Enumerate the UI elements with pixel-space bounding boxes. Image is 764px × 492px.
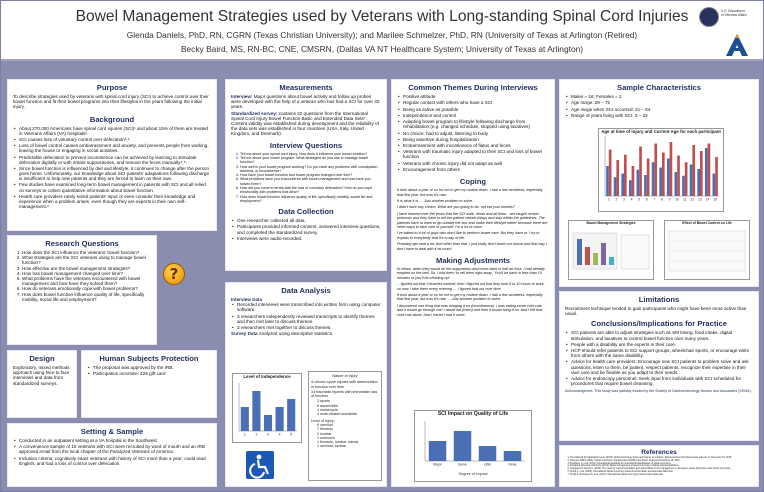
interview-questions-heading: Interview Questions xyxy=(269,140,343,150)
list-item: 3. Kirshblum S, et al. (2011). International standards for neurological classification of spinal cord injury. xyxy=(570,463,754,466)
va-seal-icon xyxy=(699,7,719,27)
quote: In rehab, when they would do the suppository and come back in half an hour, I had already emptied on the bed. So, I told them 'to tell them right away.' You'll be back in less than 10 minutes or you'll be cleaning up! xyxy=(397,266,545,280)
purpose-text: To describe strategies used by veterans with spinal cord injury (SCI) to achieve control over their bowel function and fit their bowel programs into their lifestyles in the years following the initial injury. xyxy=(13,94,209,110)
bar xyxy=(700,151,703,196)
panel-setting-sample xyxy=(7,423,217,487)
list-item: • Regular contact with others who have a SCI xyxy=(398,100,549,105)
bar xyxy=(692,145,695,196)
bar xyxy=(677,156,680,197)
bar xyxy=(644,175,647,196)
list-item: • The proposal was approved by the IRB. xyxy=(88,365,211,370)
list-item: 2. What strategies are the SCI veterans using to manage bowel function? xyxy=(22,255,151,265)
quote: I have learned over the years that the SCI walk, rehab and all them…are taught certain protocols and they have to tell the patient certain things and stay within the guidelines. The patients have to learn to go outside the box and make their lifestyle better because there are other ways to take care of yourself. I'm a lot of voice. xyxy=(397,211,548,229)
list-item: 7. How does bowel function influence quality of life, specifically mobility, social life and employment? xyxy=(240,195,381,204)
bar xyxy=(252,391,260,431)
data-collection-heading: Data Collection xyxy=(278,207,334,217)
list-item: • Predictable defecation to prevent incontinence can be achieved by learning to stimulate defecation digitally or with irritant suppositories, and remove the feces manually⁴,⁵. xyxy=(14,155,211,165)
poster-title: Bowel Management Strategies used by Veterans with Long-standing Spinal Cord Injuries xyxy=(75,8,689,25)
list-item: • Independence and control xyxy=(398,113,549,118)
tick-label: Major xyxy=(433,462,442,467)
human-subjects-heading: Human Subjects Protection xyxy=(99,354,199,363)
purpose-heading: Purpose xyxy=(96,83,128,92)
injury-line: 6 cervical xyxy=(317,422,333,427)
list-item: • Recorded interviews were transcribed into written form using computer software. xyxy=(232,302,381,312)
sample-heading: Sample Characteristics xyxy=(617,83,701,92)
bar xyxy=(454,431,472,461)
tick-label: 1 xyxy=(607,197,610,202)
injury-line: 4 chronic spine injuries with deterioration in function over time xyxy=(311,380,378,389)
interview-text: Major questions about bowel activity and follow up probes were developed with the help of a veteran who has had a SCI for over 40 years. xyxy=(231,94,380,110)
panel-data-analysis xyxy=(225,282,387,487)
panel-design xyxy=(7,350,77,418)
poster xyxy=(1,1,763,491)
list-item: 4. How have your bowel function and bowel program changed over time? xyxy=(240,173,381,177)
list-item: • SCI causes loss of voluntary control over defecation³,⁴. xyxy=(14,137,211,142)
list-item: • Veterans with traumatic injury adapted to their SCI and loss of bowel function xyxy=(398,149,549,159)
quality-of-life-chart xyxy=(414,410,532,482)
coping-quotes xyxy=(392,188,554,251)
age-chart xyxy=(598,128,724,212)
setting-list xyxy=(8,438,216,466)
list-item: 7. Krogh K, Emmanuel A, et al. (2017). International spinal cord injury bowel function data sets. xyxy=(570,474,754,477)
injury-line: 4 work-related accidents xyxy=(317,412,357,417)
quality-of-life-chart-svg xyxy=(415,417,531,473)
list-item: • Advice for health care providers: Encourage new SCI patients to problem solve and ask questions, listen to them, be patient, respect patients, recognize their expertise in their own care and be flexible as you adapt to their needs. xyxy=(566,359,753,374)
panel-human-subjects xyxy=(81,350,217,418)
tick-label: 2 xyxy=(615,197,618,202)
question-mark-icon: ? xyxy=(163,263,185,285)
coping-heading: Coping xyxy=(459,177,487,187)
injury-box-title: Nature of Injury xyxy=(332,374,358,378)
chart-title: SCI Impact on Quality of Life xyxy=(437,411,509,417)
list-item: • Range of years living with SCI: 3 – 33 xyxy=(566,113,753,118)
bar xyxy=(682,176,685,196)
poster-header xyxy=(1,1,763,61)
bar xyxy=(632,166,635,196)
tick-label: 5 xyxy=(290,432,293,437)
design-text: Exploratory, mixed methods approach using face to face interviews and data from standardized surveys. xyxy=(13,365,70,386)
bar xyxy=(708,144,711,197)
quote: I didn't have any choice. What are you going to do, not eat your bowels? xyxy=(397,205,515,210)
bowel-strategies-graphic xyxy=(569,225,653,275)
survey-text: contains 32 questions from the International Spinal Cord Injury Bowel Function Basic and Extended Data Sets⁷. Content validity was established during development and the reliability of the data sets was established in four countries (USA, Italy, United Kingdom, and Denmark). xyxy=(231,110,379,137)
injury-box xyxy=(308,371,382,481)
injury-line: 1 unknown xyxy=(317,435,335,440)
injury-line: 7 thoracic xyxy=(317,427,333,432)
quote: Probably get mad a lot. And other than that, I just really don't leave our house and that way I don't have to deal with it as much. xyxy=(397,242,548,251)
data-analysis-heading: Data Analysis xyxy=(281,286,331,295)
list-item: • Health care providers rarely solicit patients' input or even consider their knowledge and experience when a problem arises, even though they are experts in their own self-management.⁶ xyxy=(14,194,211,209)
bar xyxy=(675,172,678,196)
list-item: • Participation incentive: £25 gift card xyxy=(88,371,211,376)
list-item: 7. How does bowel function influence quality of life, specifically mobility, social life and employment? xyxy=(22,292,151,302)
references-list xyxy=(560,456,758,477)
list-item: • Age range: 29 – 72 xyxy=(566,100,753,105)
list-item: • Adapting bowel program to lifestyle following discharge from rehabilitation (e.g. changed schedule, stopped using laxatives) xyxy=(398,119,549,129)
bowel-strategies-chart xyxy=(568,220,654,280)
tick-label: 10 xyxy=(675,197,680,202)
bar xyxy=(662,153,665,197)
bar xyxy=(715,157,718,196)
list-item: • SCI patients are able to adjust strategies such as SM timing, food intake, digital stimulation, and laxatives to control bowel function over many years. xyxy=(566,330,753,340)
bar xyxy=(241,407,249,431)
mini-chart-title: Bowel Management Strategies xyxy=(586,221,636,225)
tick-label: 2 xyxy=(255,432,258,437)
quote: I've talked to a lot of guys who don't like to perform bowel care. But they have to. I try to explain to everybody that it's a way of life. xyxy=(397,231,540,240)
bar xyxy=(621,174,624,197)
survey-data-label: Survey Data xyxy=(231,331,258,337)
quote: …figured out that 3 teaches worked, then I figured out that they took 8 to 10 hours to work, so now I take them every evening … I figured that out over time. xyxy=(397,282,545,291)
list-item: 4. How has bowel management changed over time? xyxy=(22,271,151,276)
bar xyxy=(670,142,673,196)
list-item: • Veterans with chronic injury did not adapt as well xyxy=(398,161,549,166)
authors-line-2: Becky Baird, MS, RN-BC, CNE, CMSRN, (Dallas VA NT Healthcare System; University of Texas at Arlington) xyxy=(180,44,584,54)
bar xyxy=(697,169,700,196)
bar xyxy=(654,144,657,197)
references-heading: References xyxy=(641,449,677,456)
acknowledgment: Acknowledgment: This study was partially funded by the Society of Gastroenterology Nurses and Associates (SGNA). xyxy=(565,389,752,394)
limitations-text: Recruitment technique tended to gain participants who might have been more active than usual. xyxy=(565,306,747,317)
tick-label: None xyxy=(508,462,517,467)
independence-chart xyxy=(232,373,302,443)
list-item: 1. How does the SCI influence the veterans' bowel function? xyxy=(22,250,151,255)
injury-line: 14 traumatic injuries with immediate loss of function xyxy=(311,389,378,399)
injury-line: 3 sports xyxy=(317,399,331,404)
panel-references xyxy=(559,445,759,487)
survey-data-text: Analyzed using descriptive statistics. xyxy=(258,331,334,337)
research-questions-list xyxy=(8,248,156,302)
bar xyxy=(624,155,627,196)
bar xyxy=(690,165,693,197)
bar xyxy=(504,451,522,461)
list-item: 5. What problems have you encountered with bowel management and how have you solved them? xyxy=(240,177,381,186)
tick-label: Little xyxy=(483,462,492,467)
va-logo xyxy=(699,7,747,29)
bar xyxy=(713,174,716,197)
tick-label: 5 xyxy=(638,197,641,202)
measurements-heading: Measurements xyxy=(279,83,333,92)
themes-heading: Common Themes During Interviews xyxy=(408,83,538,92)
tick-label: 13 xyxy=(698,197,702,202)
tick-label: 7 xyxy=(653,197,656,202)
bar xyxy=(659,168,662,197)
quote: It took about a year or so for me to get my routine down. I had a few accidents, especially that first year, but now it's rare … Just another problem to solve. xyxy=(397,293,543,302)
bar xyxy=(652,162,655,196)
panel-limitations-conclusions xyxy=(559,291,759,441)
list-item: 1. Tell me about your spinal cord injury. How does it influence your bowel function? xyxy=(240,152,381,156)
quote: I discovered one thing that was bringing it on (incontinence). I was eating some cold cuts, and it would go through me! I would eat [them] and then it would bring it on. And I left that cold cuts alone. And I haven't had it since. xyxy=(397,303,543,317)
tick-label: 15 xyxy=(713,197,718,202)
data-collection-list xyxy=(226,218,386,241)
list-item: 6. How do veterans emotionally cope with bowel problems? xyxy=(22,286,151,291)
bowel-control-chart xyxy=(664,220,750,280)
sample-list xyxy=(560,94,758,118)
panel-themes xyxy=(391,79,555,487)
bar xyxy=(639,147,642,197)
tick-label: 1 xyxy=(243,432,246,437)
mini-chart-title: Effect of Bowel Control on Life xyxy=(682,221,732,225)
list-item: • Males = 16; Females = 2 xyxy=(566,94,753,99)
tick-label: 4 xyxy=(630,197,633,202)
tick-label: 4 xyxy=(278,432,281,437)
list-item: • Being assertive during hospitalization xyxy=(398,137,549,142)
quote: It took about a year or so for me to get my routine down. I had a few accidents, especially that first year, but now it's rare. xyxy=(397,188,543,197)
list-item: • Inclusion criteria: cognitively intact veterans with history of SCI more than a year; could read English, and had a loss of control over defecation. xyxy=(14,456,211,466)
background-heading: Background xyxy=(89,114,135,124)
list-item: • Encouragement from others xyxy=(398,167,549,172)
list-item: 1. The National SCI Statistical Center (2015). Spinal Cord Injury Facts and Figures at a Glance. Retrieved from http://www.nscisc.uab.edu on November 15, 2015. xyxy=(570,457,754,460)
va-logo-text: U.S. Department of Veterans Affairs xyxy=(721,9,747,17)
bar xyxy=(637,170,640,196)
data-analysis-list xyxy=(226,302,386,330)
tick-label: 8 xyxy=(661,197,663,202)
making-adjustments-heading: Making Adjustments xyxy=(436,255,510,265)
list-item: • Since bowel function is influenced by diet and lifestyle, it continues to change after the person goes home. Unfortunately, our knowledge about SCI patients' adaptations following discharge is insufficient to help new patients and they are forced to learn on their own. xyxy=(14,166,211,181)
list-item: 3. How well is your bowel program working? Do you have any problems with constipation, diarrhea, or incontinence? xyxy=(240,165,381,174)
tick-label: 9 xyxy=(668,197,671,202)
bar xyxy=(479,446,497,461)
bar xyxy=(609,150,612,197)
bar xyxy=(667,159,670,197)
conclusions-heading: Conclusions/Implications for Practice xyxy=(591,319,727,329)
injury-line: 2 lumbar xyxy=(317,431,332,436)
bar xyxy=(264,415,272,431)
list-item: • About 270,000 Americans have spinal cord injuries (SCI)¹ and about 15% of them are treated in Veterans Affairs (VA) hospitals². xyxy=(14,126,211,136)
panel-purpose-background xyxy=(7,79,217,231)
themes-list xyxy=(392,94,554,172)
list-item: • Advice for endoscopy personnel: Seek input from individuals with SCI scheduled for procedures that require bowel cleansing. xyxy=(566,376,753,386)
tick-label: 3 xyxy=(267,432,269,437)
bar xyxy=(685,162,688,196)
interview-questions-list xyxy=(226,150,386,204)
list-item: • Participants provided informed consent, answered interview questions, and completed the standardized survey. xyxy=(232,224,381,234)
injury-line: 1 thoracic, lumbar, sacral xyxy=(317,440,358,445)
adjustments-quotes xyxy=(392,267,554,317)
panel-research-questions xyxy=(7,235,157,345)
research-questions-heading: Research Questions xyxy=(45,239,119,248)
human-subjects-list xyxy=(82,365,216,376)
list-item: • Loss of bowel control causes embarrassment and anxiety, and prevents people from working, leaving the house or engaging in social activities. xyxy=(14,143,211,153)
measurements-text-2 xyxy=(226,111,386,137)
list-item: 6. Krogh K, et al. (2009). International Spinal Cord Injury Bowel Function Basic and Extended Data Sets. xyxy=(570,471,754,474)
tick-label: 14 xyxy=(705,197,710,202)
tick-label: Some xyxy=(458,462,467,467)
measurements-text-1 xyxy=(226,94,386,110)
injury-line: 1 motorcycle xyxy=(317,408,338,413)
age-chart-svg xyxy=(599,134,723,204)
bar xyxy=(287,399,295,431)
panel-sample-characteristics xyxy=(559,79,759,287)
list-item: 6. How did you come to terms with the loss of voluntary defecation? How do you cope emotionally with problems that arise? xyxy=(240,186,381,195)
bar xyxy=(606,166,609,196)
list-item: • Conducted in an outpatient setting at a VA hospital in the Southwest xyxy=(14,438,211,443)
survey-label: Standardized survey: xyxy=(231,110,278,116)
list-item: 2. Tell me about your bowel program. What strategies do you use to manage bowel function? xyxy=(240,156,381,165)
list-item: • Embarrassment with incontinence of flatus and feces xyxy=(398,143,549,148)
independence-chart-svg xyxy=(233,379,301,439)
list-item: • Age range when SCI occurred: 21 – 64 xyxy=(566,107,753,112)
injury-line: Level of injury: xyxy=(311,418,335,423)
list-item: • HCP should refer patients to SCI support groups, wheelchair sports, or encourage visits from others with the same disability. xyxy=(566,348,753,358)
bar xyxy=(629,180,632,196)
list-item: 2. Veterans Affairs (2011). Spinal Cord Injury and Disorders (SCI/D) Fact Sheet. Retrieved November 15, 2015. xyxy=(570,460,754,463)
bar xyxy=(616,160,619,196)
injury-line: 1 cervical, lumbar xyxy=(317,444,346,449)
chart-title: Age at time of injury and Current Age for each participant xyxy=(601,129,721,134)
bar xyxy=(429,441,447,461)
bar xyxy=(614,177,617,196)
list-item: 5. Coggrave M, Norton C. (2010). The need for manual evacuation and oral laxatives in the management of neurogenic bowel dysfunction after spinal cord injury. xyxy=(570,468,754,471)
list-item: • Being as active as possible xyxy=(398,107,549,112)
interview-data-subheading: Interview Data xyxy=(231,297,263,302)
tick-label: 3 xyxy=(623,197,625,202)
tick-label: 12 xyxy=(690,197,695,202)
authors-line-1: Glenda Daniels, PhD, RN, CGRN (Texas Christian University); and Marilee Schmelzer, PhD, RN (University of Texas at Arlington (Retired) xyxy=(126,30,638,40)
chart-xlabel: Degree of Impact xyxy=(458,472,488,476)
panel-measurements xyxy=(225,79,387,271)
tick-label: 6 xyxy=(645,197,648,202)
list-item: • 3 researchers met together to discuss themes. xyxy=(232,325,381,330)
list-item: • Few studies have examined long-term bowel management in patients with SCI and all relied on surveys to collect quantitative information about bowel function. xyxy=(14,182,211,192)
list-item: • People with a disability are the experts in their care. xyxy=(566,342,753,347)
background-list xyxy=(8,126,216,210)
design-heading: Design xyxy=(29,354,55,363)
list-item: 3. How effective are the bowel management strategies? xyxy=(22,266,151,271)
conclusions-list xyxy=(560,330,758,386)
list-item: 4. Paralyzed Veterans of America (2013). Bowel management in spinal cord injury. Clinical practice guidelines. xyxy=(570,465,754,468)
uta-logo-icon xyxy=(725,33,749,57)
wheelchair-icon xyxy=(246,451,274,479)
quote: It is what it is … Just another problem to solve. xyxy=(397,198,474,203)
bowel-control-graphic xyxy=(665,225,749,275)
bar xyxy=(705,148,708,196)
list-item: 5. What problems have the veterans encountered with bowel management and how have they solved them? xyxy=(22,276,151,286)
survey-data-line xyxy=(226,331,386,336)
bar xyxy=(647,159,650,197)
bar xyxy=(276,407,284,431)
tick-label: 11 xyxy=(683,197,687,202)
interview-label: Interview: xyxy=(231,94,253,99)
setting-heading: Setting & Sample xyxy=(80,427,144,436)
list-item: • Positive attitude xyxy=(398,94,549,99)
list-item: • One researcher collected all data. xyxy=(232,218,381,223)
list-item: • 3 researchers independently reviewed transcripts to identify themes and then met later to discuss themes. xyxy=(232,314,381,324)
list-item: • A convenience sample of 15 veterans with SCI were recruited by word of mouth and an IRB approved email from the local chapter of the Paralyzed Veterans of America. xyxy=(14,444,211,454)
list-item: • Interviews were audio-recorded. xyxy=(232,236,381,241)
chart-title: Level of Independence xyxy=(243,374,291,379)
list-item: • No choice; had to adjust, listening to body xyxy=(398,131,549,136)
injury-line: 6 automobile xyxy=(317,403,339,408)
limitations-heading: Limitations xyxy=(638,295,680,304)
